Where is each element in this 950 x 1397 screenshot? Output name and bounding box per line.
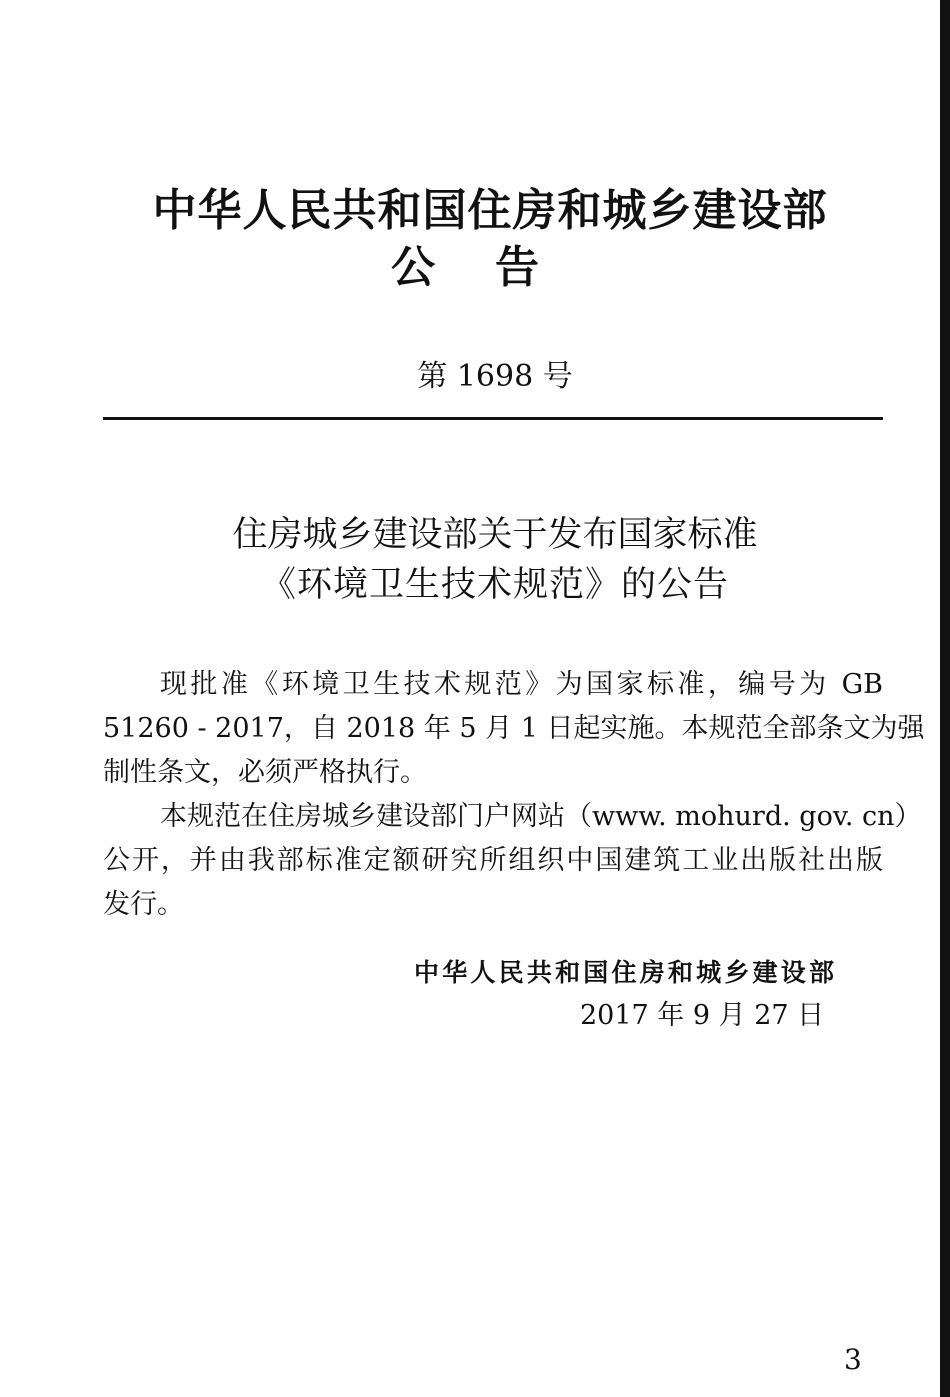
page-number: 3 [844,1343,862,1376]
signature-date: 2017 年 9 月 27 日 [580,1000,825,1031]
notice-title-line-1: 住房城乡建设部关于发布国家标准 [232,515,758,555]
signature-authority: 中华人民共和国住房和城乡建设部 [414,958,834,987]
notice-title-line-2: 《环境卫生技术规范》的公告 [260,565,729,605]
paragraph-1-line-3: 制性条文，必须严格执行。 [103,757,427,788]
paragraph-2-line-1: 本规范在住房城乡建设部门户网站（www. mohurd. gov. cn） [160,801,922,832]
document-type-title: 公告 [391,242,599,293]
paragraph-1-line-2: 51260 - 2017，自 2018 年 5 月 1 日起实施。本规范全部条文为强 [103,713,925,744]
paragraph-2-line-2: 公开，并由我部标准定额研究所组织中国建筑工业出版社出版 [103,845,883,876]
announcement-number: 第 1698 号 [417,359,573,394]
header-divider [103,417,883,420]
paragraph-2-line-3: 发行。 [103,889,184,920]
paragraph-1-line-1: 现批准《环境卫生技术规范》为国家标准，编号为 GB [160,669,883,700]
issuing-authority-title: 中华人民共和国住房和城乡建设部 [152,185,828,236]
